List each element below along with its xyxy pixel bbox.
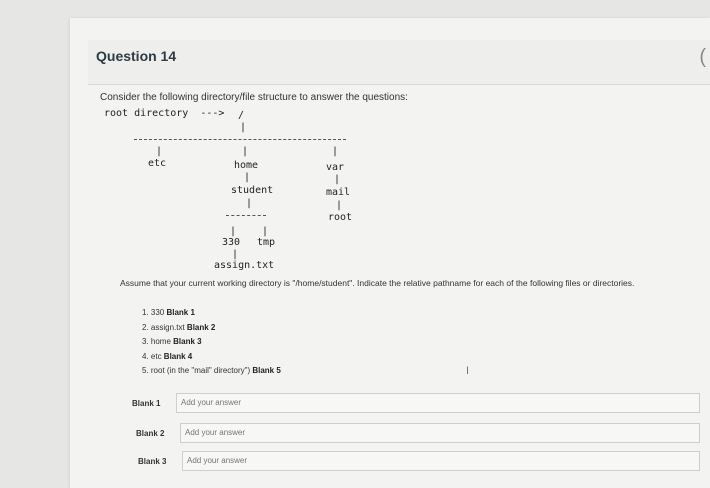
tree-pipe-330: | <box>230 226 237 237</box>
item-blank: Blank 1 <box>166 308 195 317</box>
item-text: 2. assign.txt <box>142 322 187 332</box>
root-directory-label: root directory ---> <box>104 108 225 119</box>
tree-node-student: student <box>231 185 274 196</box>
tree-node-root: root <box>328 212 353 223</box>
tree-pipe-student-down: | <box>246 198 253 209</box>
text-cursor-icon: I <box>466 365 470 377</box>
item-blank: Blank 3 <box>173 337 202 346</box>
blank-1-input[interactable] <box>176 393 700 413</box>
item-text: 1. 330 <box>142 308 167 317</box>
question-items <box>142 306 281 379</box>
question-intro: Consider the following directory/file structure to answer the questions: <box>100 92 408 103</box>
tree-pipe-assign: | <box>232 249 239 260</box>
tree-node-tmp: tmp <box>257 237 276 248</box>
tree-pipe-etc: | <box>156 146 163 157</box>
question-title: Question 14 <box>96 48 177 64</box>
list-item <box>142 335 281 350</box>
tree-pipe-mail: | <box>334 174 341 185</box>
question-instructions: Assume that your current working directory is "/home/student". Indicate the relative pathname for each of the following files or directories. <box>120 278 635 288</box>
tree-pipe-home: | <box>242 146 249 157</box>
tree-node-etc: etc <box>148 158 167 169</box>
tree-node-var: var <box>326 162 345 173</box>
list-item <box>142 321 281 336</box>
item-blank: Blank 5 <box>252 366 281 375</box>
item-text: 3. home <box>142 337 174 346</box>
blank-2-input[interactable] <box>180 423 700 443</box>
tree-node-330: 330 <box>222 237 241 248</box>
list-item <box>142 364 281 379</box>
collapse-icon[interactable]: ( <box>699 46 706 68</box>
tree-node-home: home <box>234 160 259 171</box>
list-item <box>142 350 281 365</box>
tree-pipe-root: | <box>240 122 247 133</box>
answer-row-1 <box>130 393 700 415</box>
question-header <box>88 40 710 85</box>
tree-pipe-tmp: | <box>262 226 269 237</box>
tree-node-assign: assign.txt <box>214 260 275 271</box>
tree-branch-line <box>134 139 346 140</box>
tree-pipe-student: | <box>244 172 251 183</box>
item-text: 4. etc <box>142 351 164 361</box>
root-symbol: / <box>238 110 245 121</box>
item-text: 5. root (in the "mail" directory") <box>142 366 253 375</box>
question-card <box>70 18 710 488</box>
tree-node-mail: mail <box>326 187 351 198</box>
item-blank: Blank 2 <box>186 322 216 332</box>
blank-3-input[interactable] <box>182 451 700 471</box>
tree-student-branch-line <box>226 215 266 216</box>
list-item <box>142 306 281 321</box>
answer-label: Blank 2 <box>136 429 165 438</box>
answer-label: Blank 3 <box>138 457 167 466</box>
answer-row-2 <box>134 423 700 445</box>
tree-pipe-var: | <box>332 146 339 157</box>
item-blank: Blank 4 <box>163 351 193 361</box>
tree-pipe-root-node: | <box>336 200 343 211</box>
answer-row-3 <box>136 451 700 473</box>
answer-label: Blank 1 <box>132 399 161 408</box>
